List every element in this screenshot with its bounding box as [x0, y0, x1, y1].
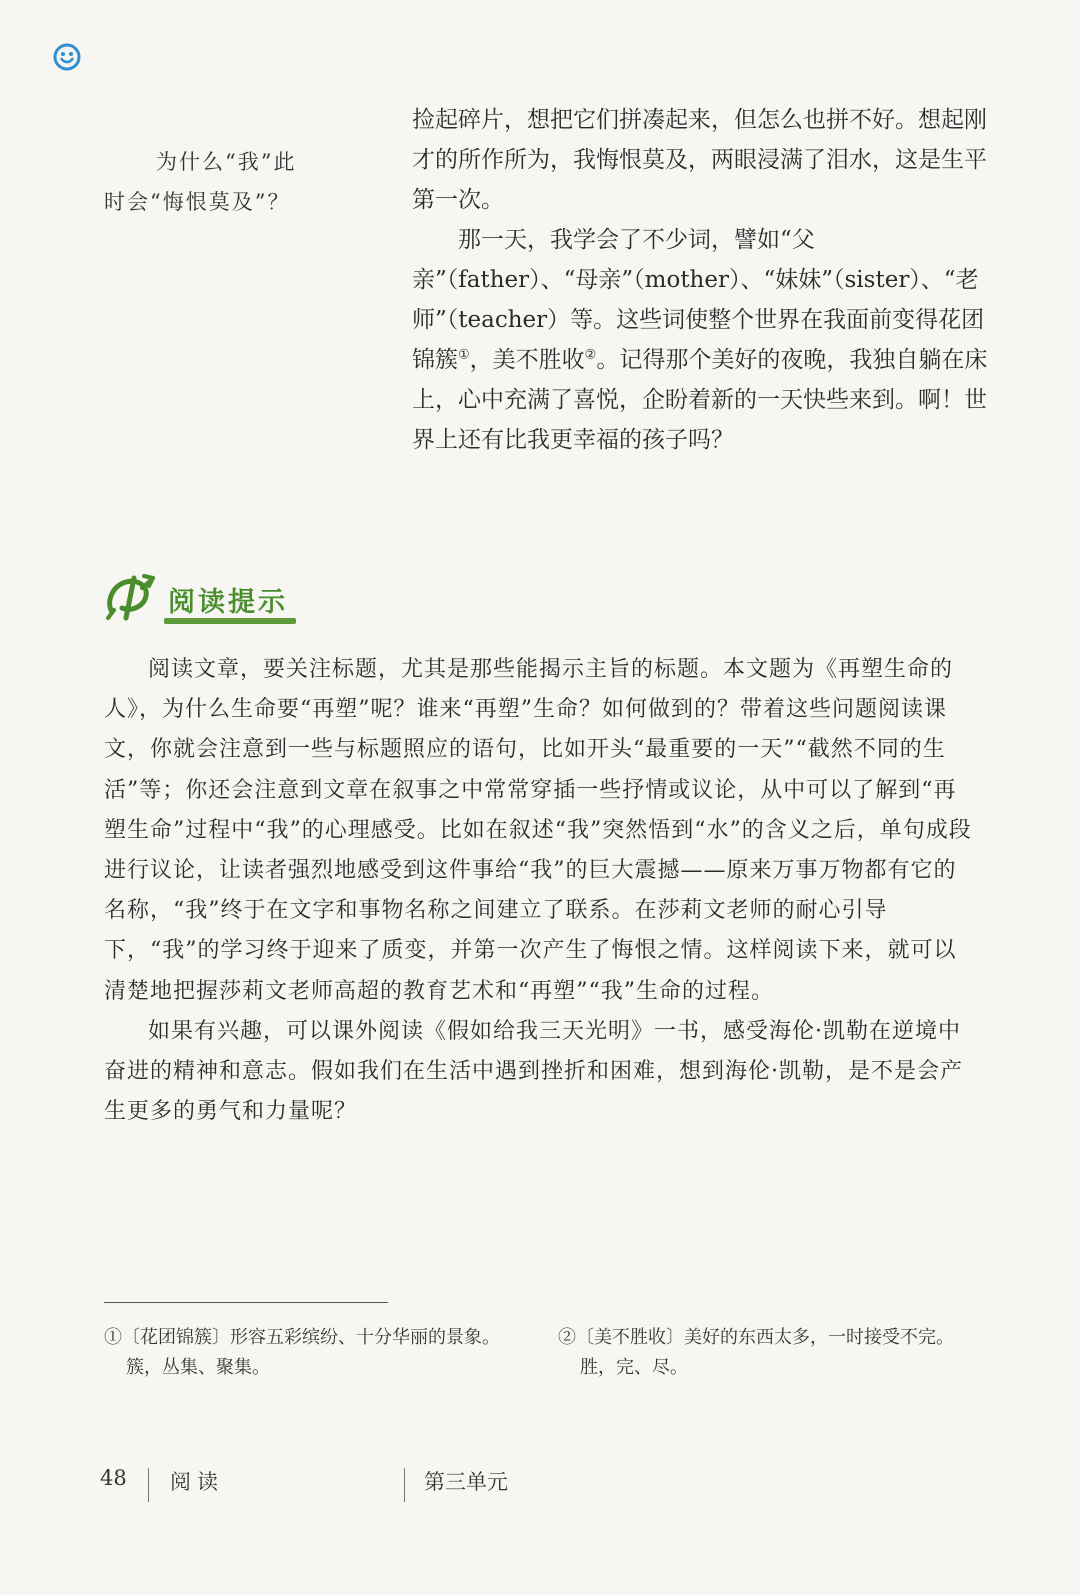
- main-paragraph-1: 捡起碎片，想把它们拼凑起来，但怎么也拼不好。想起刚才的所作所为，我悔恨莫及，两眼浸满了泪水，这是生平第一次。: [412, 107, 987, 213]
- footnote-2-line2: 胜，完、尽。: [580, 1357, 688, 1378]
- footnote-1-line2: 簇，丛集、聚集。: [126, 1357, 270, 1378]
- footer-divider: [404, 1468, 405, 1502]
- main-text: [412, 100, 992, 460]
- side-annotation-line1: 为什么“我”此: [156, 150, 297, 174]
- tips-paragraph-1: 阅读文章，要关注标题，尤其是那些能揭示主旨的标题。本文题为《再塑生命的人》，为什么生命要“再塑”呢？谁来“再塑”生命？如何做到的？带着这些问题阅读课文，你就会注意到一些与标题照应的语句，比如开头“最重要的一天”“截然不同的生活”等；你还会注意到文章在叙事之中常常穿插一些抒情或议论，从中可以了解到“再塑生命”过程中“我”的心理感受。比如在叙述“我”突然悟到“水”的含义之后，单句成段进行议论，让读者强烈地感受到这件事给“我”的巨大震撼——原来万事万物都有它的名称，“我”终于在文字和事物名称之间建立了联系。在莎莉文老师的耐心引导下，“我”的学习终于迎来了质变，并第一次产生了悔恨之情。这样阅读下来，就可以清楚地把握莎莉文老师高超的教育艺术和“再塑”“我”生命的过程。: [104, 657, 972, 1004]
- reading-tips-heading: [104, 572, 304, 632]
- main-paragraph-2c: 。记得那个美好的夜晚，我独自躺在床上，心中充满了喜悦，企盼着新的一天快些来到。啊！世界上还有比我更幸福的孩子吗？: [412, 347, 988, 453]
- side-annotation: [104, 142, 374, 222]
- footnote-divider: [104, 1302, 388, 1303]
- footnote-1-line1: ①〔花团锦簇〕形容五彩缤纷、十分华丽的景象。: [104, 1327, 500, 1348]
- tips-paragraph-2: 如果有兴趣，可以课外阅读《假如给我三天光明》一书，感受海伦·凯勒在逆境中奋进的精神和意志。假如我们在生活中遇到挫折和困难，想到海伦·凯勒，是不是会产生更多的勇气和力量呢？: [104, 1018, 963, 1125]
- reading-tips-icon: [104, 572, 156, 624]
- footnote-mark-2: ②: [584, 347, 597, 363]
- reading-tips-underline: [164, 618, 296, 624]
- footer-divider: [148, 1468, 149, 1502]
- footer-section-label: 阅读: [170, 1470, 224, 1494]
- footnote-1: [104, 1323, 534, 1383]
- footnote-2: [558, 1323, 978, 1383]
- page-footer: [0, 1466, 1080, 1506]
- page-number: 48: [100, 1466, 127, 1490]
- smiley-icon: [52, 42, 82, 72]
- side-annotation-line2: 时会“悔恨莫及”？: [104, 190, 291, 214]
- reading-tips-title: 阅读提示: [168, 587, 288, 618]
- main-paragraph-2a: 那一天，我学会了不少词，譬如“父亲”（father）、“母亲”（mother）、“妹妹”（sister）、“老师”（teacher）等。这些词使整个世界在我面前变得花团锦簇: [412, 227, 985, 373]
- footnote-mark-1: ①: [458, 347, 470, 363]
- reading-tips-body: [104, 650, 972, 1132]
- main-paragraph-2: [412, 220, 992, 460]
- main-paragraph-2b: ，美不胜收: [469, 347, 585, 373]
- footnote-2-line1: ②〔美不胜收〕美好的东西太多，一时接受不完。: [558, 1327, 954, 1348]
- footer-unit-label: 第三单元: [424, 1470, 508, 1494]
